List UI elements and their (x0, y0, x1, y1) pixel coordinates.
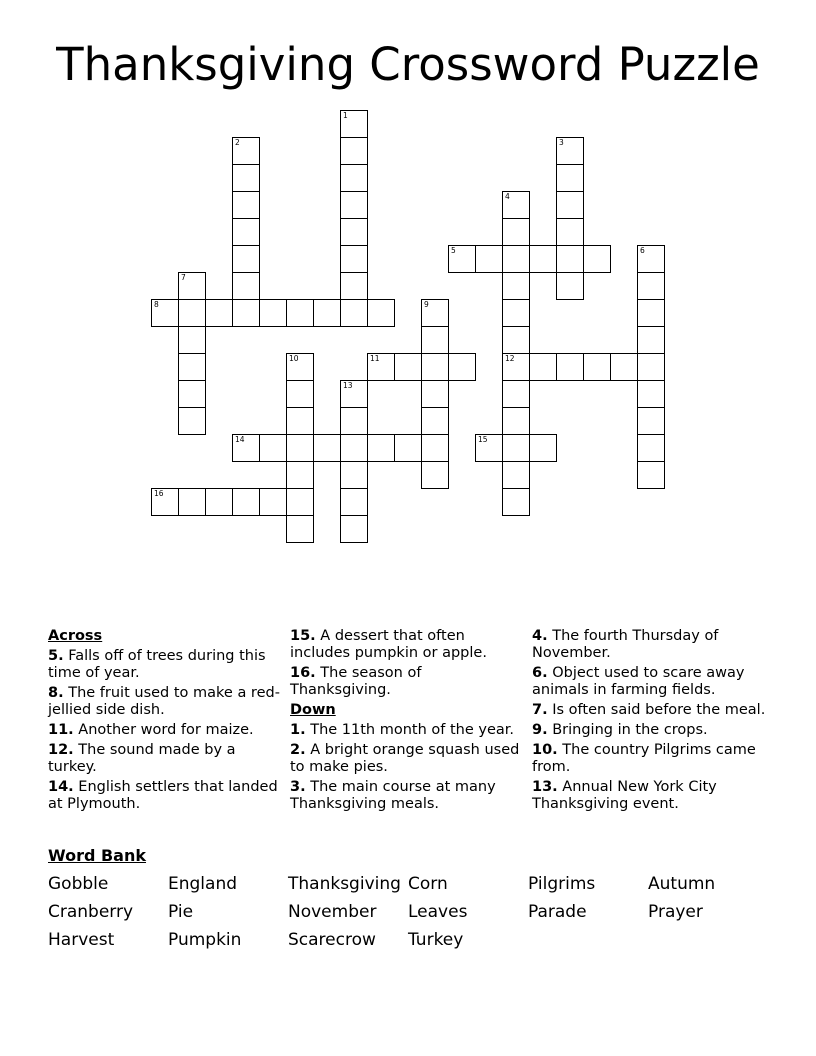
grid-cell[interactable] (178, 272, 206, 300)
down-clue-7: 7. Is often said before the meal. (532, 702, 766, 718)
grid-cell[interactable] (502, 353, 530, 381)
across-clue-5: 5. Falls off of trees during this time of year. (48, 648, 266, 681)
grid-cell[interactable] (421, 407, 449, 435)
grid-cell[interactable] (340, 407, 368, 435)
down-clue-3: 3. The main course at many Thanksgiving meals. (290, 779, 496, 812)
grid-cell[interactable] (232, 299, 260, 327)
across-clue-15: 15. A dessert that often includes pumpkin or apple. (290, 628, 487, 661)
down-clue-4: 4. The fourth Thursday of November. (532, 628, 719, 661)
grid-cell[interactable] (367, 299, 395, 327)
grid-cell[interactable] (259, 434, 287, 462)
grid-cell[interactable] (556, 272, 584, 300)
grid-cell[interactable] (421, 461, 449, 489)
word-bank-word: Prayer (648, 902, 703, 922)
grid-cell[interactable] (232, 488, 260, 516)
grid-cell[interactable] (178, 299, 206, 327)
grid-cell[interactable] (502, 380, 530, 408)
grid-cell[interactable] (340, 110, 368, 138)
grid-cell-number: 7 (181, 273, 186, 282)
grid-cell-number: 4 (505, 192, 510, 201)
grid-cell[interactable] (286, 515, 314, 543)
grid-cell[interactable] (502, 434, 530, 462)
grid-cell[interactable] (394, 353, 422, 381)
across-heading: Across (48, 628, 103, 644)
grid-cell-number: 2 (235, 138, 240, 147)
word-bank-word: November (288, 902, 377, 922)
grid-cell[interactable] (313, 299, 341, 327)
grid-cell[interactable] (448, 245, 476, 273)
across-clue-16: 16. The season of Thanksgiving. (290, 665, 422, 698)
grid-cell-number: 3 (559, 138, 564, 147)
grid-cell[interactable] (583, 245, 611, 273)
down-clue-2: 2. A bright orange squash used to make pies. (290, 742, 520, 775)
word-bank-word: Pilgrims (528, 874, 596, 894)
grid-cell[interactable] (178, 353, 206, 381)
grid-cell[interactable] (475, 434, 503, 462)
grid-cell[interactable] (637, 407, 665, 435)
grid-cell[interactable] (178, 326, 206, 354)
word-bank-word: Gobble (48, 874, 109, 894)
grid-cell[interactable] (637, 326, 665, 354)
grid-cell[interactable] (556, 353, 584, 381)
word-bank-word: Turkey (408, 930, 464, 950)
grid-cell[interactable] (529, 245, 557, 273)
grid-cell-number: 16 (154, 489, 164, 498)
word-bank-word: England (168, 874, 238, 894)
grid-cell[interactable] (232, 164, 260, 192)
down-clue-9: 9. Bringing in the crops. (532, 722, 708, 738)
word-bank-word: Thanksgiving (288, 874, 401, 894)
grid-cell[interactable] (556, 137, 584, 165)
grid-cell[interactable] (340, 515, 368, 543)
down-heading: Down (290, 702, 336, 718)
grid-cell[interactable] (340, 245, 368, 273)
grid-cell-number: 5 (451, 246, 456, 255)
grid-cell[interactable] (232, 137, 260, 165)
grid-cell[interactable] (232, 218, 260, 246)
grid-cell[interactable] (448, 353, 476, 381)
grid-cell[interactable] (556, 164, 584, 192)
clues-column-2 (290, 628, 522, 816)
clues-column-3 (532, 628, 782, 816)
across-clue-12: 12. The sound made by a turkey. (48, 742, 236, 775)
word-bank-word: Leaves (408, 902, 468, 922)
word-bank-title: Word Bank (48, 846, 147, 865)
word-bank-word: Scarecrow (288, 930, 376, 950)
across-clue-8: 8. The fruit used to make a red-jellied side dish. (48, 685, 280, 718)
grid-cell[interactable] (259, 299, 287, 327)
grid-cell[interactable] (556, 191, 584, 219)
grid-cell[interactable] (205, 299, 233, 327)
grid-cell[interactable] (421, 326, 449, 354)
grid-cell[interactable] (556, 218, 584, 246)
grid-cell[interactable] (394, 434, 422, 462)
grid-cell[interactable] (367, 434, 395, 462)
grid-cell[interactable] (286, 434, 314, 462)
down-clue-13: 13. Annual New York City Thanksgiving event. (532, 779, 717, 812)
grid-cell[interactable] (502, 218, 530, 246)
grid-cell-number: 11 (370, 354, 380, 363)
grid-cell[interactable] (286, 380, 314, 408)
grid-cell[interactable] (637, 272, 665, 300)
word-bank-word: Corn (408, 874, 448, 894)
grid-cell[interactable] (178, 380, 206, 408)
across-clue-11: 11. Another word for maize. (48, 722, 254, 738)
grid-cell[interactable] (259, 488, 287, 516)
grid-cell[interactable] (232, 245, 260, 273)
grid-cell[interactable] (529, 353, 557, 381)
grid-cell[interactable] (367, 353, 395, 381)
across-clue-14: 14. English settlers that landed at Plymouth. (48, 779, 278, 812)
grid-cell[interactable] (637, 299, 665, 327)
grid-cell[interactable] (151, 488, 179, 516)
grid-cell[interactable] (178, 488, 206, 516)
grid-cell[interactable] (556, 245, 584, 273)
grid-cell[interactable] (232, 272, 260, 300)
grid-cell-number: 10 (289, 354, 299, 363)
grid-cell-number: 15 (478, 435, 488, 444)
grid-cell[interactable] (610, 353, 638, 381)
grid-cell[interactable] (340, 164, 368, 192)
grid-cell[interactable] (637, 434, 665, 462)
grid-cell[interactable] (421, 299, 449, 327)
grid-cell[interactable] (583, 353, 611, 381)
grid-cell[interactable] (502, 407, 530, 435)
grid-cell[interactable] (340, 380, 368, 408)
grid-cell-number: 9 (424, 300, 429, 309)
grid-cell[interactable] (286, 353, 314, 381)
grid-cell-number: 14 (235, 435, 245, 444)
grid-cell[interactable] (286, 488, 314, 516)
grid-cell[interactable] (205, 488, 233, 516)
grid-cell[interactable] (340, 299, 368, 327)
grid-cell-number: 1 (343, 111, 348, 120)
grid-cell[interactable] (502, 245, 530, 273)
grid-cell-number: 6 (640, 246, 645, 255)
down-clue-10: 10. The country Pilgrims came from. (532, 742, 756, 775)
grid-cell[interactable] (502, 488, 530, 516)
word-bank-word: Pie (168, 902, 194, 922)
grid-cell[interactable] (637, 353, 665, 381)
grid-cell[interactable] (340, 218, 368, 246)
word-bank-word: Harvest (48, 930, 115, 950)
grid-cell[interactable] (502, 326, 530, 354)
grid-cell[interactable] (637, 245, 665, 273)
grid-cell[interactable] (637, 380, 665, 408)
grid-cell[interactable] (637, 461, 665, 489)
grid-cell[interactable] (340, 272, 368, 300)
word-bank-word: Cranberry (48, 902, 134, 922)
grid-cell-number: 13 (343, 381, 353, 390)
grid-cell-number: 12 (505, 354, 515, 363)
grid-cell[interactable] (340, 461, 368, 489)
grid-cell[interactable] (232, 434, 260, 462)
grid-cell[interactable] (151, 299, 179, 327)
grid-cell[interactable] (286, 299, 314, 327)
grid-cell[interactable] (421, 434, 449, 462)
grid-cell-number: 8 (154, 300, 159, 309)
grid-cell[interactable] (475, 245, 503, 273)
grid-cell[interactable] (178, 407, 206, 435)
grid-cell[interactable] (529, 434, 557, 462)
grid-cell[interactable] (502, 272, 530, 300)
grid-cell[interactable] (286, 461, 314, 489)
puzzle-title: Thanksgiving Crossword Puzzle (56, 38, 760, 91)
word-bank-word: Parade (528, 902, 587, 922)
word-bank-word: Autumn (648, 874, 716, 894)
grid-cell[interactable] (502, 191, 530, 219)
word-bank-word: Pumpkin (168, 930, 242, 950)
grid-cell[interactable] (340, 434, 368, 462)
grid-cell[interactable] (340, 488, 368, 516)
grid-cell[interactable] (232, 191, 260, 219)
grid-cell[interactable] (340, 191, 368, 219)
grid-cell[interactable] (286, 407, 314, 435)
grid-cell[interactable] (421, 380, 449, 408)
grid-cell[interactable] (421, 353, 449, 381)
grid-cell[interactable] (502, 461, 530, 489)
grid-cell[interactable] (502, 299, 530, 327)
down-clue-1: 1. The 11th month of the year. (290, 722, 515, 738)
down-clue-6: 6. Object used to scare away animals in farming fields. (532, 665, 745, 698)
grid-cell[interactable] (340, 137, 368, 165)
clues-column-1 (48, 628, 280, 816)
grid-cell[interactable] (313, 434, 341, 462)
